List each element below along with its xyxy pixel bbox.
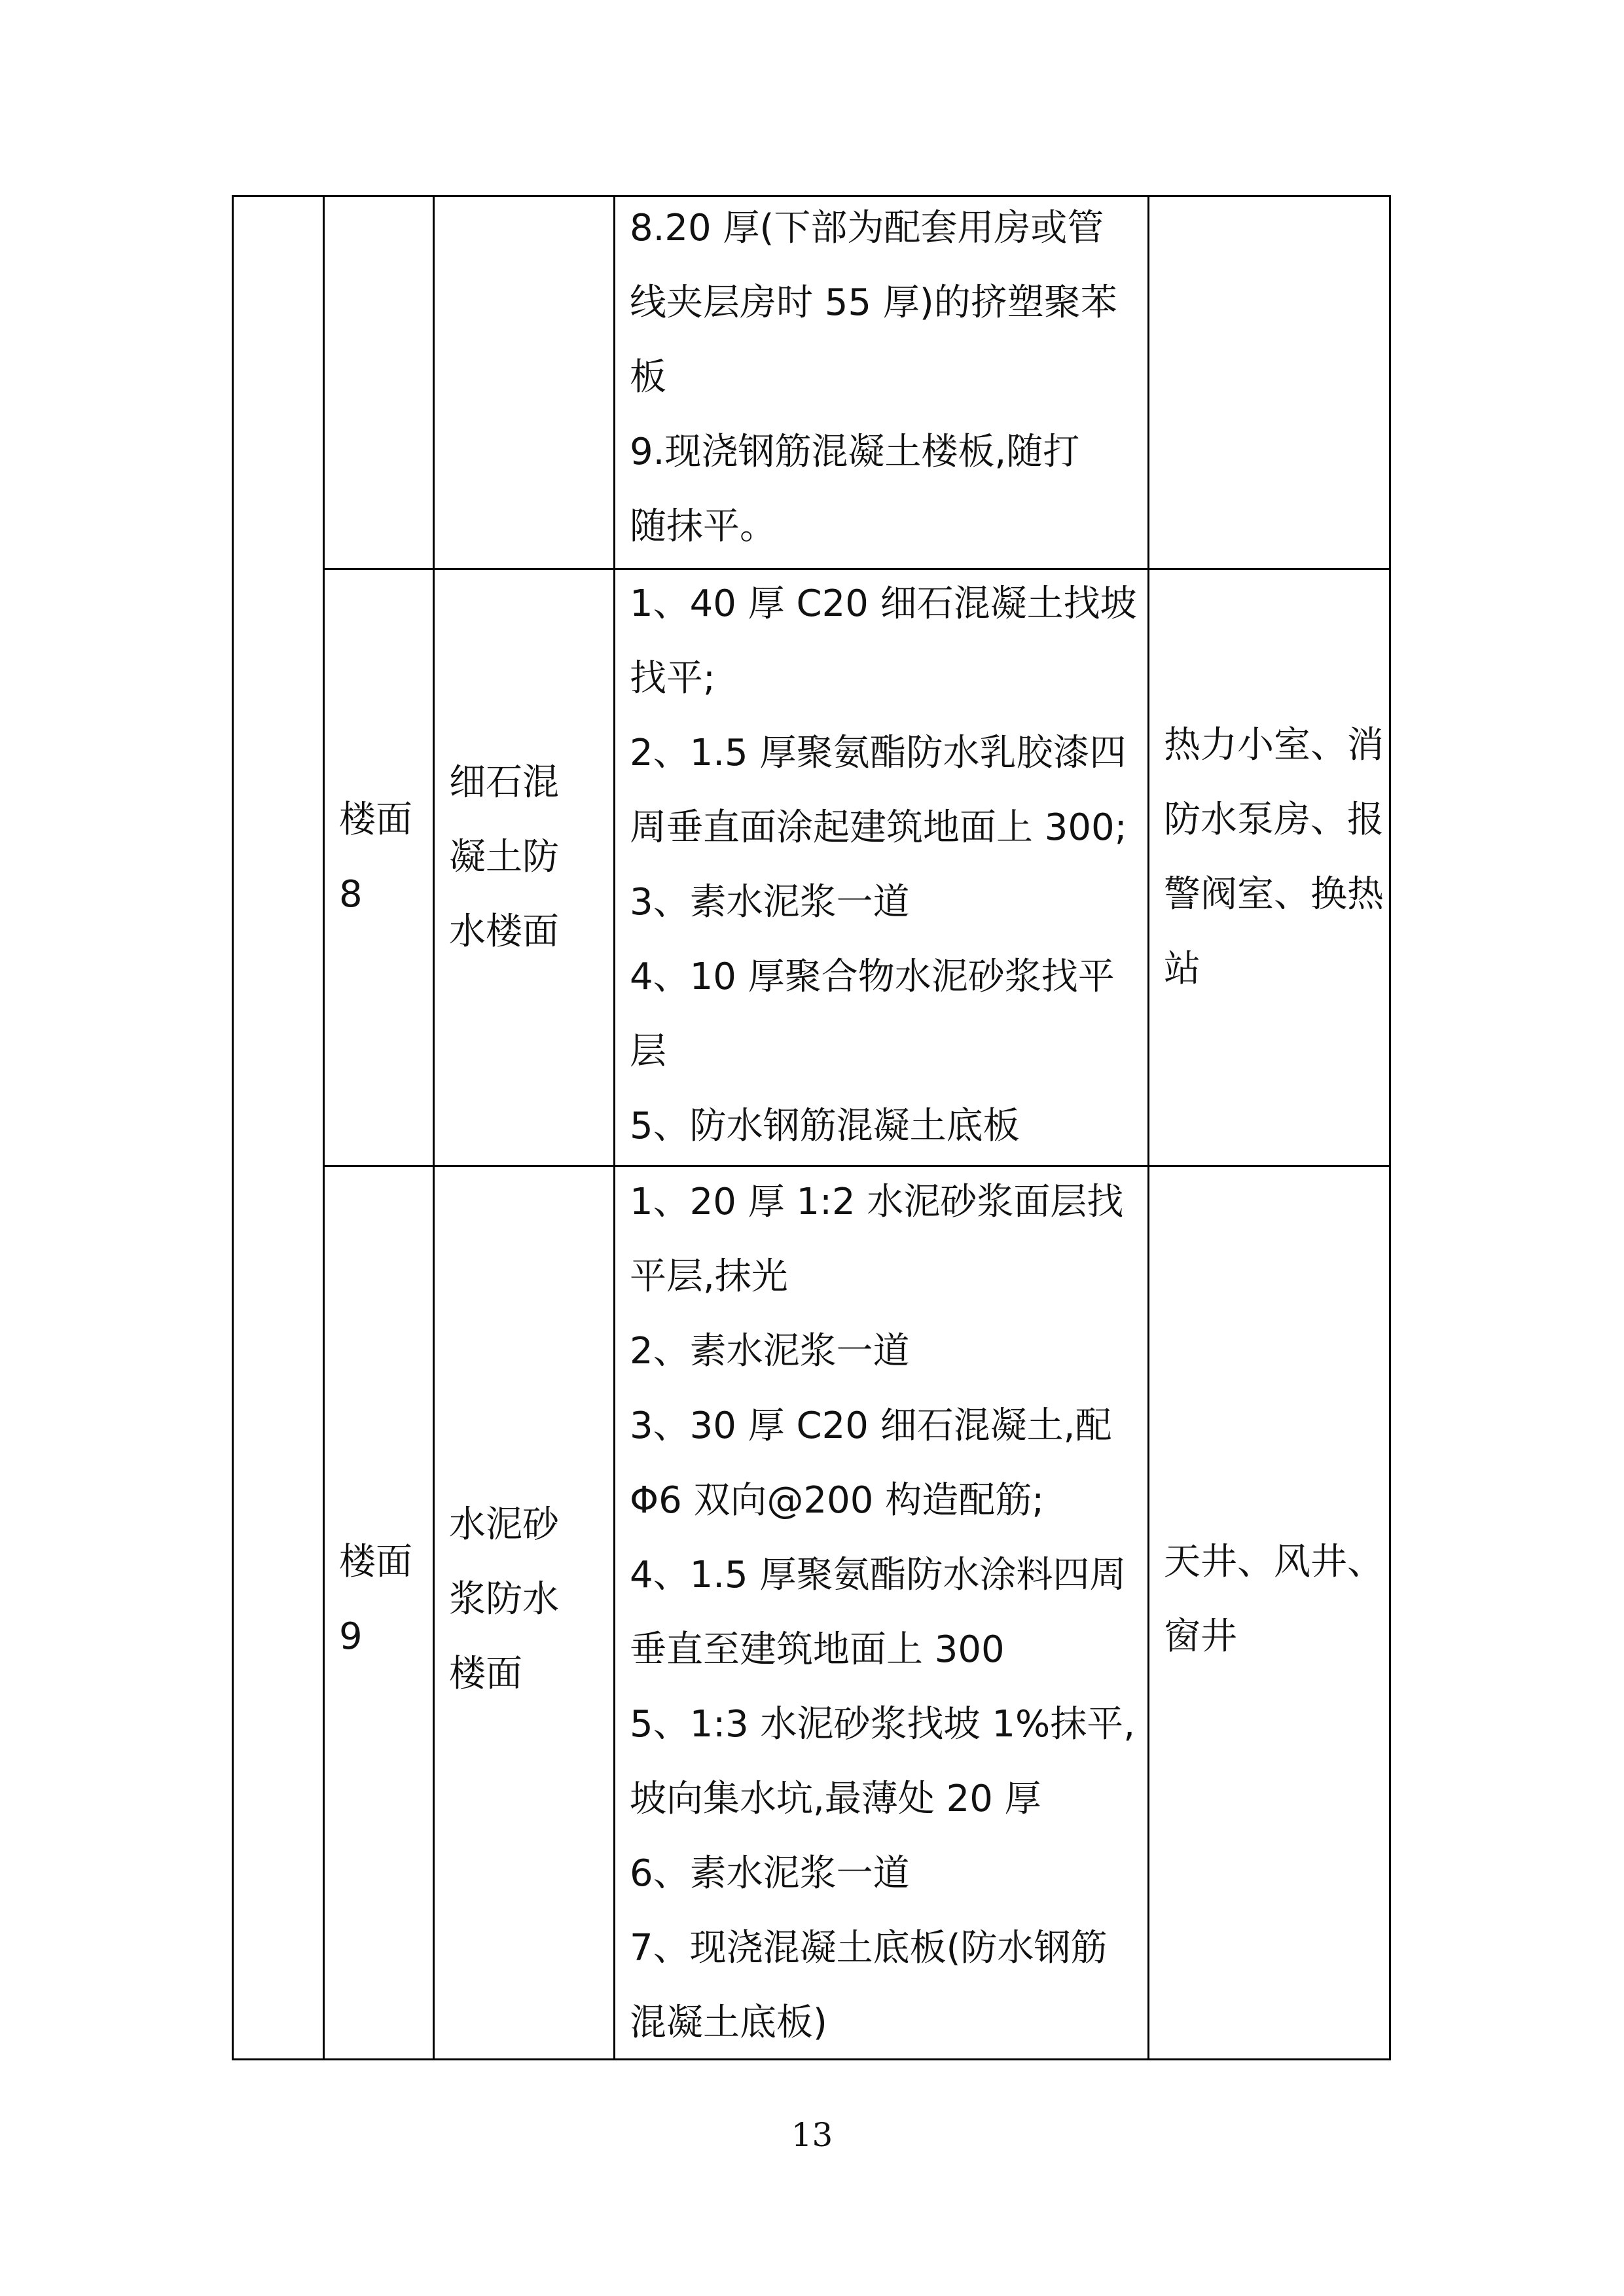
location-line: 站	[1164, 948, 1200, 990]
code-line: 楼面	[339, 1541, 412, 1583]
layer-line: 1、40 厚 C20 细石混凝土找坡	[630, 583, 1137, 625]
row3-layers-cell	[630, 1165, 1135, 2060]
layer-line: 平层,抹光	[630, 1255, 788, 1298]
row2-layers-cell	[630, 567, 1137, 1164]
layer-line: 1、20 厚 1:2 水泥砂浆面层找	[630, 1181, 1124, 1223]
layer-line: 9.现浇钢筋混凝土楼板,随打	[630, 431, 1080, 473]
layer-line: 3、素水泥浆一道	[630, 881, 910, 924]
layer-line: 混凝土底板)	[630, 2001, 827, 2044]
page-number: 13	[791, 2116, 833, 2154]
layer-line: 找平;	[630, 657, 715, 700]
name-line: 楼面	[449, 1653, 522, 1695]
row3-code-cell	[339, 1525, 412, 1674]
layer-line: 6、素水泥浆一道	[630, 1852, 910, 1895]
layer-line: 2、1.5 厚聚氨酯防水乳胶漆四	[630, 732, 1127, 774]
location-line: 窗井	[1164, 1615, 1237, 1658]
layer-line: 随抹平。	[630, 505, 776, 548]
location-line: 天井、风井、	[1164, 1541, 1384, 1583]
row2-location-cell	[1164, 708, 1384, 1007]
name-line: 细石混	[449, 761, 559, 804]
column-divider	[613, 195, 615, 2060]
layer-line: 7、现浇混凝土底板(防水钢筋	[630, 1927, 1108, 1969]
layer-line: 8.20 厚(下部为配套用房或管	[630, 207, 1104, 249]
name-line: 水楼面	[449, 910, 559, 953]
layer-line: 4、10 厚聚合物水泥砂浆找平	[630, 956, 1115, 998]
layer-line: 5、防水钢筋混凝土底板	[630, 1105, 1020, 1147]
layer-line: 板	[630, 356, 666, 399]
code-line: 9	[339, 1615, 363, 1658]
layer-line: 线夹层房时 55 厚)的挤塑聚苯	[630, 281, 1117, 324]
code-line: 8	[339, 873, 363, 916]
location-line: 热力小室、消	[1164, 724, 1384, 766]
row3-name-cell	[449, 1488, 559, 1712]
column-divider	[232, 195, 234, 2060]
layer-line: 垂直至建筑地面上 300	[630, 1628, 1005, 1671]
layer-line: 层	[630, 1030, 666, 1073]
column-divider	[1147, 195, 1149, 2060]
row3-location-cell	[1164, 1525, 1384, 1674]
row2-code-cell	[339, 783, 412, 932]
name-line: 水泥砂	[449, 1503, 559, 1546]
row1-layers-cell	[630, 191, 1117, 564]
name-line: 浆防水	[449, 1578, 559, 1621]
location-line: 防水泵房、报	[1164, 798, 1384, 841]
layer-line: 5、1:3 水泥砂浆找坡 1%抹平,	[630, 1703, 1135, 1746]
row2-name-cell	[449, 745, 559, 969]
layer-line: 周垂直面涂起建筑地面上 300;	[630, 806, 1127, 849]
column-divider	[433, 195, 435, 2060]
layer-line: 3、30 厚 C20 细石混凝土,配	[630, 1405, 1112, 1447]
layer-line: Φ6 双向@200 构造配筋;	[630, 1479, 1045, 1522]
code-line: 楼面	[339, 798, 412, 841]
layer-line: 2、素水泥浆一道	[630, 1330, 910, 1372]
layer-line: 4、1.5 厚聚氨酯防水涂料四周	[630, 1554, 1127, 1596]
location-line: 警阀室、换热	[1164, 873, 1384, 916]
name-line: 凝土防	[449, 836, 559, 878]
layer-line: 坡向集水坑,最薄处 20 厚	[630, 1778, 1041, 1820]
column-divider	[1389, 195, 1391, 2060]
column-divider	[323, 195, 325, 2060]
